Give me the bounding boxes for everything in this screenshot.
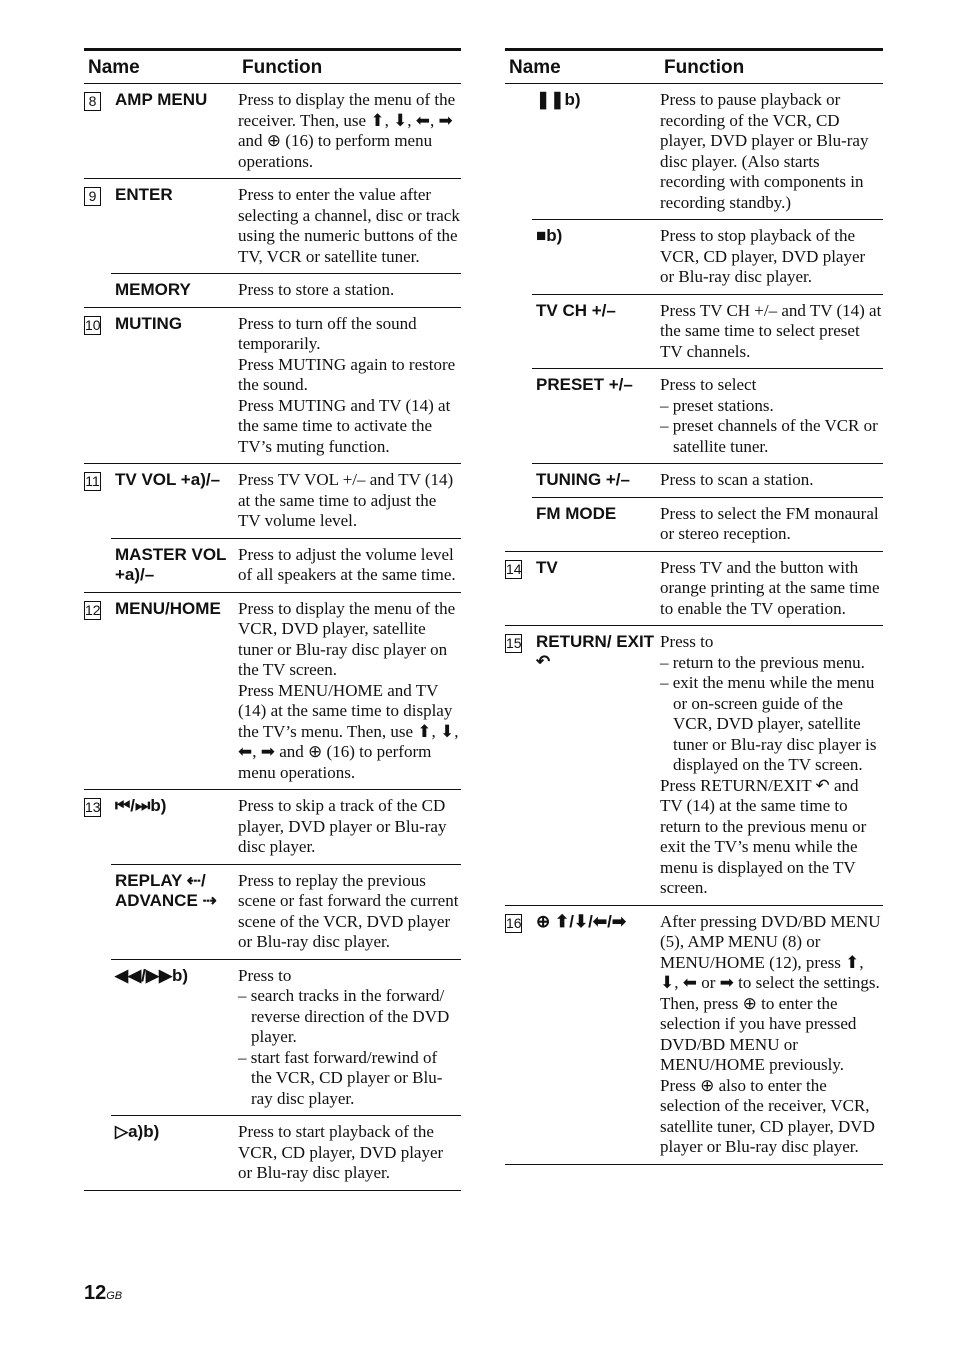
button-name: ❚❚b) bbox=[532, 84, 660, 220]
button-name: PRESET +/– bbox=[532, 369, 660, 464]
button-name: ◀◀/▶▶b) bbox=[111, 959, 238, 1116]
left-table-body bbox=[84, 84, 461, 1191]
button-function: Press to – return to the previous menu. – exit the menu while the menu or on-screen guide of the VCR, DVD player, satellite tuner or Blu-ray disc player is displayed on the TV screen. Press RETURN/EXIT ↶ and TV (14) at the same time to return to the previous menu or exit the TV’s menu while the menu is displayed on the TV screen. bbox=[660, 626, 883, 906]
row-number-cell bbox=[505, 464, 532, 498]
button-function: Press to – search tracks in the forward/ reverse direction of the DVD player. – start fast forward/rewind of the VCR, CD player or Blu-ray disc player. bbox=[238, 959, 461, 1116]
row-number-cell bbox=[84, 790, 111, 865]
table-row bbox=[84, 179, 461, 274]
row-number-cell bbox=[505, 905, 532, 1164]
table-row bbox=[84, 274, 461, 308]
row-number-cell bbox=[84, 538, 111, 592]
table-row bbox=[505, 464, 883, 498]
table-row bbox=[505, 497, 883, 551]
row-number-cell bbox=[505, 551, 532, 626]
table-row bbox=[505, 294, 883, 369]
table-row bbox=[505, 551, 883, 626]
button-name: ⊕ ⬆/⬇/⬅/➡ bbox=[532, 905, 660, 1164]
button-function: Press to adjust the volume level of all speakers at the same time. bbox=[238, 538, 461, 592]
table-row bbox=[84, 307, 461, 464]
table-row bbox=[505, 369, 883, 464]
row-number-cell bbox=[505, 84, 532, 220]
table-row bbox=[84, 592, 461, 790]
page-number bbox=[84, 1282, 122, 1305]
button-name: TV bbox=[532, 551, 660, 626]
button-name: MEMORY bbox=[111, 274, 238, 308]
button-function: Press to select – preset stations. – preset channels of the VCR or satellite tuner. bbox=[660, 369, 883, 464]
button-function: Press to start playback of the VCR, CD player, DVD player or Blu-ray disc player. bbox=[238, 1116, 461, 1191]
header-name: Name bbox=[84, 50, 238, 84]
button-name: MENU/HOME bbox=[111, 592, 238, 790]
table-row bbox=[84, 464, 461, 539]
page-number-value: 12 bbox=[84, 1282, 107, 1304]
button-function: Press to replay the previous scene or fast forward the current scene of the VCR, DVD player or Blu-ray disc player. bbox=[238, 864, 461, 959]
row-number-badge: 9 bbox=[84, 187, 101, 206]
row-number-badge: 12 bbox=[85, 601, 101, 618]
table-row bbox=[84, 864, 461, 959]
row-number-badge: 11 bbox=[85, 473, 100, 489]
row-number-cell bbox=[505, 220, 532, 295]
row-number-cell bbox=[84, 864, 111, 959]
row-number-cell bbox=[84, 592, 111, 790]
right-function-table bbox=[505, 48, 883, 1165]
button-function: Press TV VOL +/– and TV (14) at the same time to adjust the TV volume level. bbox=[238, 464, 461, 539]
left-table-column bbox=[84, 48, 461, 1191]
button-name: TV VOL +a)/– bbox=[111, 464, 238, 539]
table-row bbox=[505, 84, 883, 220]
button-name: MUTING bbox=[111, 307, 238, 464]
button-function: Press to skip a track of the CD player, DVD player or Blu-ray disc player. bbox=[238, 790, 461, 865]
row-number-badge: 10 bbox=[85, 316, 101, 333]
table-row bbox=[84, 959, 461, 1116]
button-name: TV CH +/– bbox=[532, 294, 660, 369]
button-name: RETURN/ EXIT ↶ bbox=[532, 626, 660, 906]
header-function-right: Function bbox=[660, 50, 883, 84]
right-table-column bbox=[505, 48, 883, 1165]
button-name: FM MODE bbox=[532, 497, 660, 551]
button-name: ■b) bbox=[532, 220, 660, 295]
row-number-cell bbox=[84, 464, 111, 539]
button-name: TUNING +/– bbox=[532, 464, 660, 498]
page-suffix: GB bbox=[106, 1290, 123, 1302]
row-number-badge: 8 bbox=[84, 92, 101, 111]
header-name-right: Name bbox=[505, 50, 660, 84]
row-number-cell bbox=[84, 959, 111, 1116]
table-row bbox=[505, 626, 883, 906]
header-function: Function bbox=[238, 50, 461, 84]
row-number-badge: 16 bbox=[506, 914, 522, 931]
button-function: Press to display the menu of the VCR, DVD player, satellite tuner or Blu-ray disc player on the TV screen. Press MENU/HOME and TV (14) at the same time to display the TV’s menu. Then, use ⬆, ⬇, ⬅, ➡ and ⊕ (16) to perform menu operations. bbox=[238, 592, 461, 790]
button-function: Press TV CH +/– and TV (14) at the same time to select preset TV channels. bbox=[660, 294, 883, 369]
row-number-cell bbox=[84, 274, 111, 308]
table-row bbox=[84, 1116, 461, 1191]
button-name: ⏮/⏭b) bbox=[111, 790, 238, 865]
left-function-table bbox=[84, 48, 461, 1191]
row-number-cell bbox=[505, 369, 532, 464]
row-number-cell bbox=[84, 179, 111, 274]
row-number-badge: 15 bbox=[506, 635, 522, 651]
row-number-cell bbox=[505, 294, 532, 369]
row-number-cell bbox=[505, 626, 532, 906]
button-name: REPLAY ⇠/ ADVANCE ⇢ bbox=[111, 864, 238, 959]
row-number-cell bbox=[84, 307, 111, 464]
button-function: After pressing DVD/BD MENU (5), AMP MENU (8) or MENU/HOME (12), press ⬆, ⬇, ⬅ or ➡ to select the settings. Then, press ⊕ to enter the selection if you have pressed DVD/BD MENU or MENU/HOME previously. Press ⊕ also to enter the selection of the receiver, VCR, satellite tuner, CD player, DVD player or Blu-ray disc player. bbox=[660, 905, 883, 1164]
button-function: Press to stop playback of the VCR, CD player, DVD player or Blu-ray disc player. bbox=[660, 220, 883, 295]
row-number-cell bbox=[84, 84, 111, 179]
table-row bbox=[84, 538, 461, 592]
button-function: Press to select the FM monaural or stereo reception. bbox=[660, 497, 883, 551]
table-row bbox=[505, 905, 883, 1164]
row-number-badge: 14 bbox=[506, 560, 522, 577]
button-function: Press to turn off the sound temporarily. Press MUTING again to restore the sound. Press MUTING and TV (14) at the same time to activate the TV’s muting function. bbox=[238, 307, 461, 464]
row-number-cell bbox=[84, 1116, 111, 1191]
row-number-cell bbox=[505, 497, 532, 551]
table-row bbox=[505, 220, 883, 295]
button-function: Press to scan a station. bbox=[660, 464, 883, 498]
button-function: Press to pause playback or recording of the VCR, CD player, DVD player or Blu-ray disc player. (Also starts recording with components in recording standby.) bbox=[660, 84, 883, 220]
button-name: ▷a)b) bbox=[111, 1116, 238, 1191]
table-row bbox=[84, 790, 461, 865]
button-function: Press to store a station. bbox=[238, 274, 461, 308]
button-name: MASTER VOL +a)/– bbox=[111, 538, 238, 592]
button-function: Press TV and the button with orange printing at the same time to enable the TV operation. bbox=[660, 551, 883, 626]
button-function: Press to display the menu of the receiver. Then, use ⬆, ⬇, ⬅, ➡ and ⊕ (16) to perform menu operations. bbox=[238, 84, 461, 179]
button-name: AMP MENU bbox=[111, 84, 238, 179]
right-table-body bbox=[505, 84, 883, 1165]
button-function: Press to enter the value after selecting a channel, disc or track using the numeric buttons of the TV, VCR or satellite tuner. bbox=[238, 179, 461, 274]
table-row bbox=[84, 84, 461, 179]
row-number-badge: 13 bbox=[85, 799, 101, 815]
button-name: ENTER bbox=[111, 179, 238, 274]
